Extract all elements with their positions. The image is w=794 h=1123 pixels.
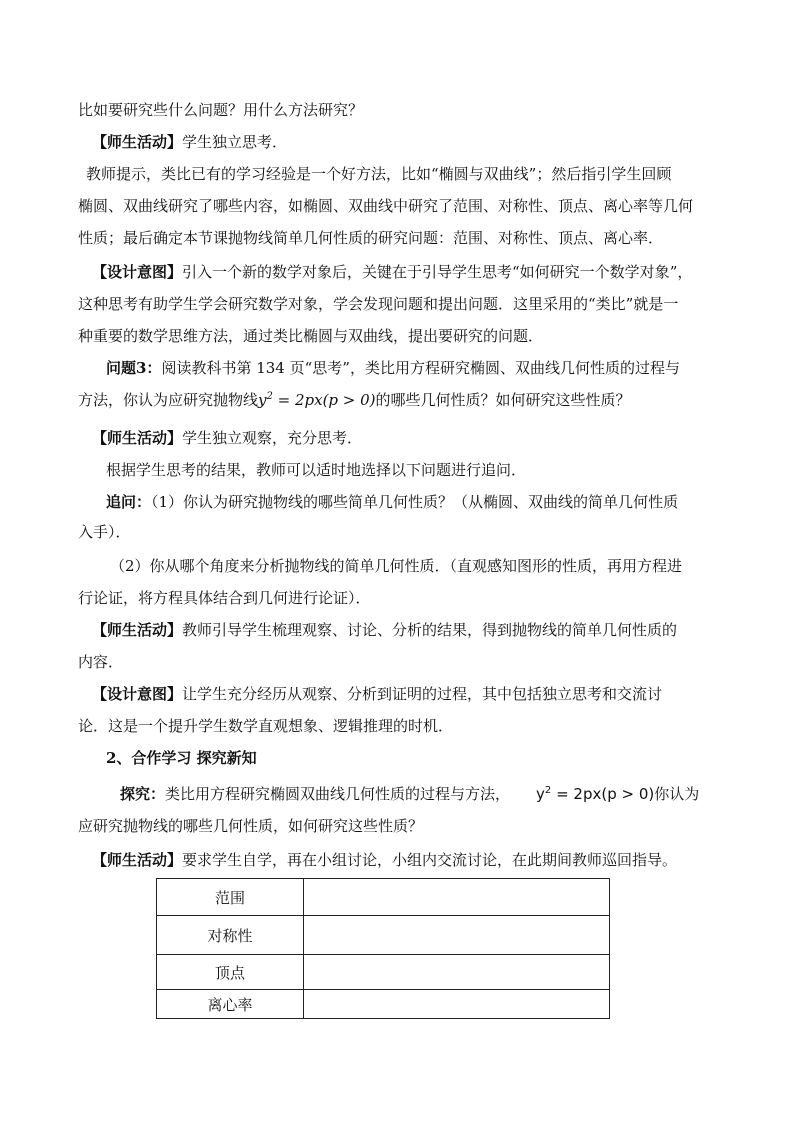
line-text: 椭圆、双曲线研究了哪些内容，如椭圆、双曲线中研究了范围、对称性、顶点、离心率等几何 xyxy=(78,197,694,215)
math-exponent: 2 xyxy=(266,391,273,402)
line-text: 你认为 xyxy=(654,785,700,803)
section-label: 【师生活动】 xyxy=(92,621,183,639)
question-label: 问题3： xyxy=(106,359,162,377)
table-row xyxy=(157,990,610,1019)
paragraph-line xyxy=(92,132,794,152)
table-cell-value xyxy=(304,990,610,1019)
paragraph-line xyxy=(106,358,794,378)
line-text: 应研究抛物线的哪些几何性质，如何研究这些性质？ xyxy=(78,817,424,835)
table-row xyxy=(157,916,610,955)
section-label: 【师生活动】 xyxy=(92,429,183,447)
math-formula xyxy=(536,785,654,803)
paragraph-line xyxy=(78,716,794,736)
line-text: 类比用方程研究椭圆双曲线几何性质的过程与方法， xyxy=(165,785,511,803)
section-label: 【师生活动】 xyxy=(92,133,183,151)
line-text: 性质；最后确定本节课抛物线简单几何性质的研究问题：范围、对称性、顶点、离心率． xyxy=(78,229,664,247)
section-label: 【设计意图】 xyxy=(92,685,183,703)
table-cell-label: 对称性 xyxy=(157,916,304,955)
table-cell-label: 离心率 xyxy=(157,990,304,1019)
line-text: 教师提示，类比已有的学习经验是一个好方法，比如“椭圆与双曲线”；然后指引学生回顾 xyxy=(86,165,672,183)
paragraph-line xyxy=(78,816,794,836)
line-text: 入手）． xyxy=(78,523,131,541)
table-cell-value xyxy=(304,879,610,916)
line-text: 方法，你认为应研究抛物线 xyxy=(78,391,259,409)
paragraph-line xyxy=(120,784,794,804)
paragraph-line xyxy=(92,684,794,704)
properties-table xyxy=(156,878,610,1019)
paragraph-line xyxy=(78,522,794,542)
line-text: 根据学生思考的结果，教师可以适时地选择以下问题进行追问． xyxy=(106,461,527,479)
paragraph-line xyxy=(78,100,794,120)
paragraph-line xyxy=(92,850,794,870)
line-text: 要求学生自学，再在小组讨论，小组内交流讨论，在此期间教师巡回指导。 xyxy=(182,851,678,869)
math-lhs: y xyxy=(258,391,267,409)
paragraph-line xyxy=(110,556,794,576)
math-formula xyxy=(258,391,376,409)
line-text: （1）你认为研究抛物线的哪些简单几何性质？（从椭圆、双曲线的简单几何性质 xyxy=(151,493,679,511)
paragraph-line xyxy=(106,460,794,480)
table-cell-value xyxy=(304,916,610,955)
line-text: 学生独立思考． xyxy=(182,133,288,151)
table-cell-value xyxy=(304,955,610,990)
line-text: 种重要的数学思维方法，通过类比椭圆与双曲线，提出要研究的问题． xyxy=(78,327,544,345)
line-text: 论．这是一个提升学生数学直观想象、逻辑推理的时机． xyxy=(78,717,454,735)
section-label: 【师生活动】 xyxy=(92,851,183,869)
heading-text: 2、合作学习 探究新知 xyxy=(106,749,257,767)
line-text: 学生独立观察，充分思考． xyxy=(182,429,363,447)
paragraph-line xyxy=(78,228,794,248)
paragraph-line xyxy=(78,196,794,216)
table-cell-label: 顶点 xyxy=(157,955,304,990)
paragraph-line xyxy=(92,620,794,640)
math-exponent: 2 xyxy=(544,785,552,796)
line-text: 比如要研究些什么问题？用什么方法研究？ xyxy=(78,101,364,119)
line-text: 这种思考有助学生学会研究数学对象，学会发现问题和提出问题．这里采用的“类比”就是一 xyxy=(78,295,679,313)
paragraph-line xyxy=(78,588,794,608)
line-text: 阅读教科书第 134 页“思考”，类比用方程研究椭圆、双曲线几何性质的过程与 xyxy=(161,359,680,377)
table-row xyxy=(157,955,610,990)
paragraph-line xyxy=(106,492,794,512)
explore-label: 探究： xyxy=(120,785,166,803)
line-text: 让学生充分经历从观察、分析到证明的过程，其中包括独立思考和交流讨 xyxy=(182,685,663,703)
paragraph-line xyxy=(86,164,794,184)
line-text: 教师引导学生梳理观察、讨论、分析的结果，得到抛物线的简单几何性质的 xyxy=(182,621,678,639)
paragraph-line xyxy=(92,262,794,282)
line-text: 的哪些几何性质？如何研究这些性质？ xyxy=(375,391,631,409)
math-rhs: = 2px(p > 0) xyxy=(551,785,655,803)
table-cell-label: 范围 xyxy=(157,879,304,916)
paragraph-line xyxy=(78,652,794,672)
line-text: 内容． xyxy=(78,653,124,671)
section-label: 【设计意图】 xyxy=(92,263,183,281)
math-rhs: = 2px(p > 0) xyxy=(272,391,376,409)
table-row xyxy=(157,879,610,916)
paragraph-line xyxy=(78,390,794,410)
line-text: （2）你从哪个角度来分析抛物线的简单几何性质．（直观感知图形的性质，再用方程进 xyxy=(110,557,683,575)
line-text: 行论证，将方程具体结合到几何进行论证）． xyxy=(78,589,371,607)
followup-label: 追问： xyxy=(106,493,152,511)
section-heading xyxy=(106,748,794,768)
paragraph-line xyxy=(92,428,794,448)
math-lhs: y xyxy=(536,785,545,803)
paragraph-line xyxy=(78,326,794,346)
line-text: 引入一个新的数学对象后，关键在于引导学生思考“如何研究一个数学对象”， xyxy=(182,263,693,281)
paragraph-line xyxy=(78,294,794,314)
